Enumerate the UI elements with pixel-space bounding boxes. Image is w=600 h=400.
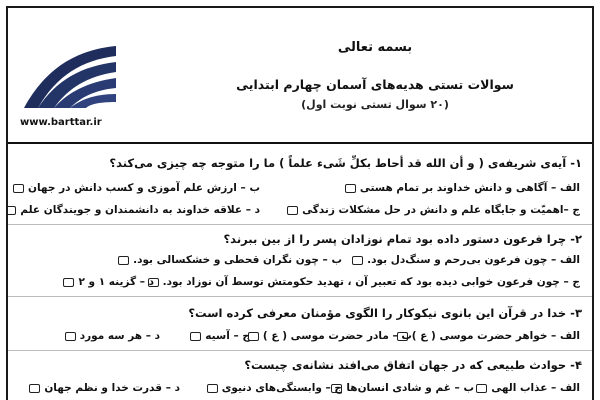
checkbox-icon[interactable] (476, 384, 487, 393)
checkbox-icon[interactable] (190, 332, 201, 341)
q2-option-a-label: الف – چون فرعون بی‌رحم و سنگ‌دل بود. (367, 254, 580, 266)
q2-option-c-label: ج – چون فرعون خوابی دیده بود که تعبیر آن ، تهدید حکومتش توسط آن نوزاد بود. (162, 276, 580, 288)
q1-option-b-label: ب – ارزش علم آموزی و کسب دانش در جهان (28, 182, 260, 194)
q3-option-c-label: ج – آسیه (205, 330, 250, 342)
q2-option-d[interactable] (63, 276, 154, 288)
q1-option-d[interactable] (6, 204, 260, 216)
checkbox-icon[interactable] (63, 278, 74, 287)
exam-header (8, 8, 592, 141)
q1-option-c-label: ج –اهمیّت و جایگاه علم و دانش در حل مشکلات زندگی (302, 204, 580, 216)
checkbox-icon[interactable] (6, 206, 16, 215)
header-text (158, 8, 592, 111)
q2-option-b[interactable] (118, 254, 342, 266)
q3-option-b-label: ب – مادر حضرت موسی ( ع ) (262, 330, 412, 342)
q3-option-a[interactable] (397, 330, 580, 342)
q3-option-a-label: الف – خواهر حضرت موسی ( ع ) (411, 330, 580, 342)
q2-option-a[interactable] (352, 254, 580, 266)
checkbox-icon[interactable] (207, 384, 218, 393)
barttar-logo (16, 38, 128, 132)
q4-option-c-label: ج – وابستگی‌های دنیوی (221, 382, 342, 394)
q1-option-c[interactable] (287, 204, 580, 216)
q3-option-d-label: د – هر سه مورد (79, 330, 160, 342)
q4-option-a[interactable] (476, 382, 580, 394)
question-1: ۱- آیه‌ی شریفه‌ی ( و أن الله قد أحاط بکلِّ شَیء علماً ) ما را متوجه چه چیزی می‌کند؟ (109, 156, 582, 170)
q4-option-d-label: د – قدرت خدا و نظم جهان (44, 382, 180, 394)
question-3: ۳- خدا در قرآن این بانوی نیکوکار را الگوی مؤمنان معرفی کرده است؟ (188, 306, 582, 320)
q3-option-d[interactable] (65, 330, 160, 342)
exam-title: سوالات تستی هدیه‌های آسمان چهارم ابتدایی (236, 77, 514, 92)
question-divider (8, 224, 592, 225)
question-4: ۴- حوادث طبیعی که در جهان اتفاق می‌افتد نشانه‌ی چیست؟ (244, 358, 582, 372)
checkbox-icon[interactable] (345, 184, 356, 193)
checkbox-icon[interactable] (13, 184, 24, 193)
q4-option-c[interactable] (207, 382, 342, 394)
q1-option-a-label: الف – آگاهی و دانش خداوند بر تمام هستی (359, 182, 580, 194)
q2-option-d-label: د – گزینه ۱ و ۲ (78, 276, 154, 288)
q2-option-b-label: ب – چون نگران قحطی و خشکسالی بود. (133, 254, 342, 266)
q4-option-b[interactable] (331, 382, 474, 394)
checkbox-icon[interactable] (29, 384, 40, 393)
q4-option-b-label: ب – غم و شادی انسان‌ها (346, 382, 474, 394)
question-2: ۲- چرا فرعون دستور داده بود تمام نوزادان پسر را از بین ببرند؟ (223, 232, 582, 246)
checkbox-icon[interactable] (352, 256, 363, 265)
q1-option-a[interactable] (345, 182, 580, 194)
checkbox-icon[interactable] (118, 256, 129, 265)
q3-option-b[interactable] (248, 330, 412, 342)
logo-url: www.barttar.ir (20, 117, 102, 128)
exam-subtitle: (۲۰ سوال تستی نوبت اول) (301, 98, 449, 111)
q2-option-c[interactable] (148, 276, 580, 288)
q1-option-b[interactable] (13, 182, 260, 194)
q1-option-d-label: د – علاقه خداوند به دانشمندان و جویندگان علم (20, 204, 260, 216)
q4-option-a-label: الف – عذاب الهی (491, 382, 580, 394)
header-divider (8, 142, 592, 144)
q4-option-d[interactable] (29, 382, 180, 394)
checkbox-icon[interactable] (287, 206, 298, 215)
logo-swoosh-icon (16, 38, 128, 118)
question-divider (8, 296, 592, 297)
q3-option-c[interactable] (190, 330, 250, 342)
question-divider (8, 350, 592, 351)
bismillah-heading: بسمه تعالی (337, 40, 413, 55)
checkbox-icon[interactable] (65, 332, 76, 341)
exam-page (6, 6, 594, 400)
